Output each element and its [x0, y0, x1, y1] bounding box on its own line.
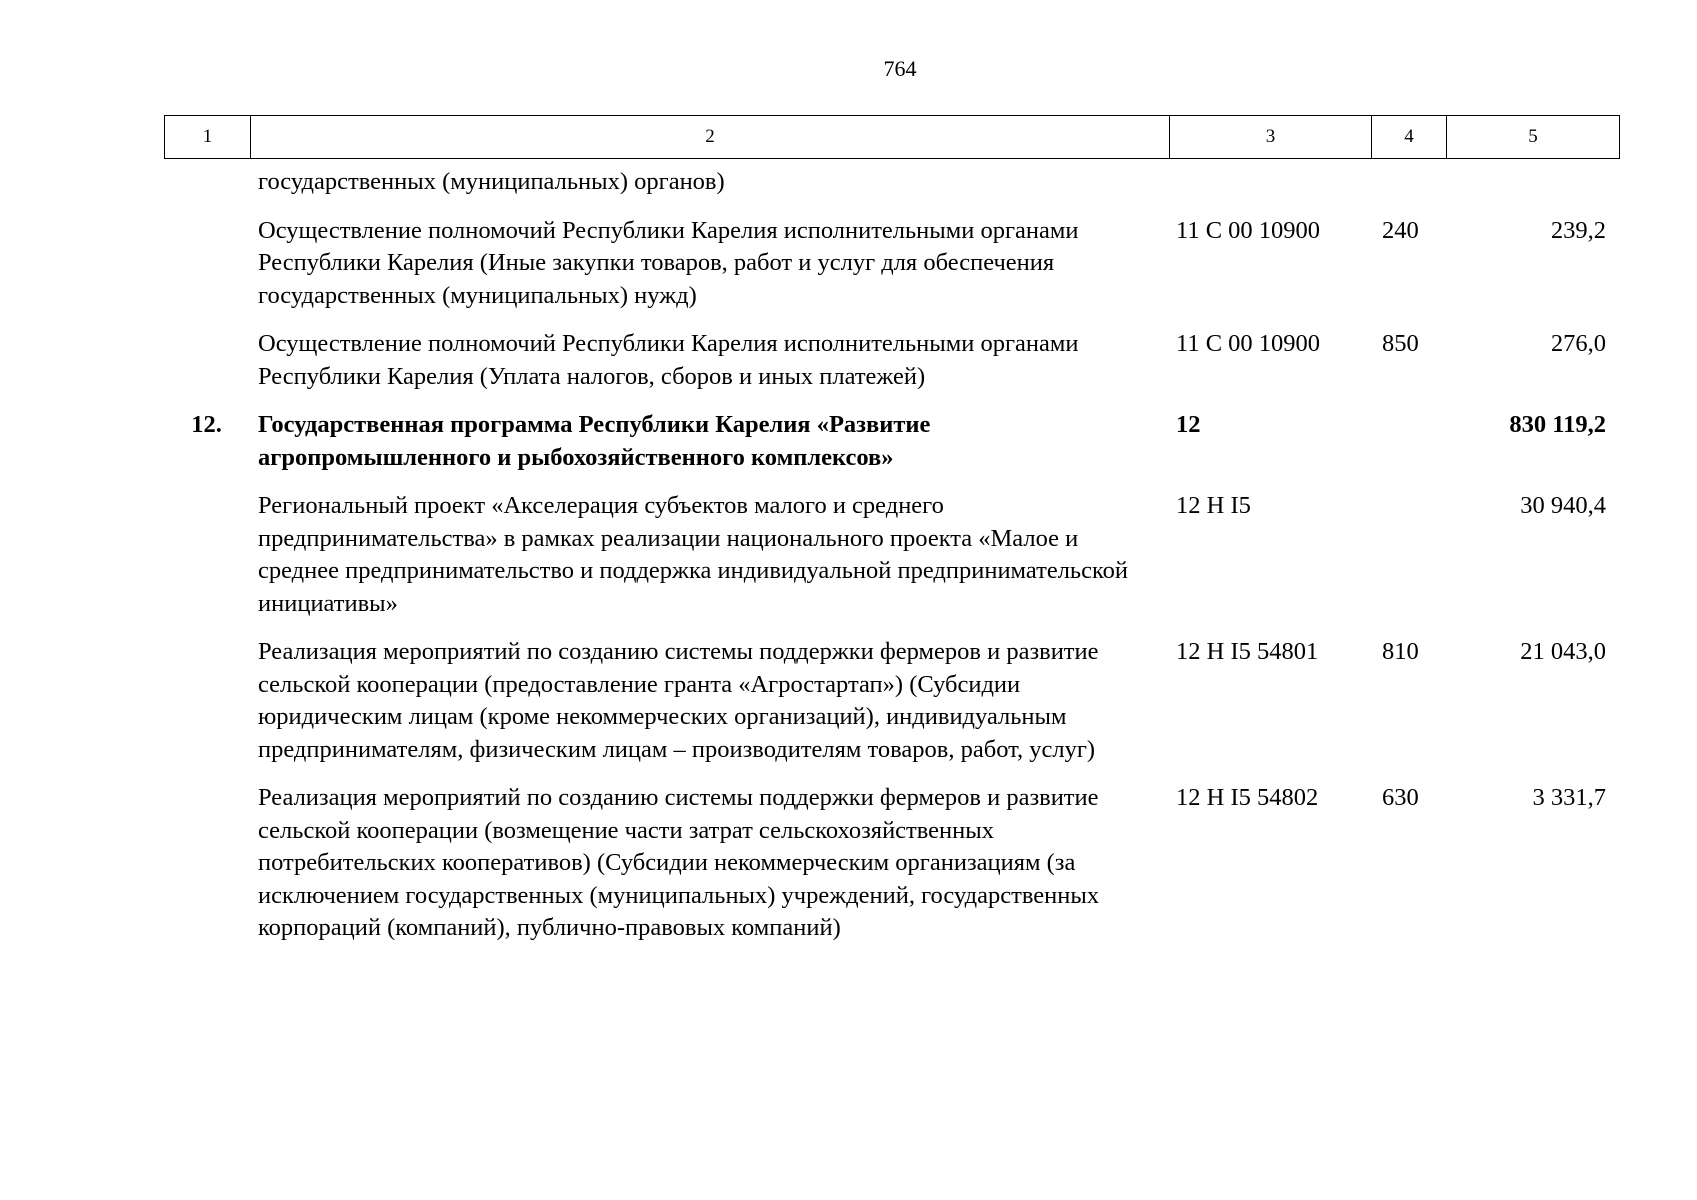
table-row [164, 166, 1614, 215]
row-number: 12. [191, 411, 222, 438]
row-name: Осуществление полномочий Республики Карелия исполнительными органами Республики Карелия (Уплата налогов, сборов и иных платежей) [258, 330, 1079, 390]
row-code: 12 Н I5 54802 [1176, 784, 1319, 811]
header-cell-num: 1 [165, 116, 251, 159]
row-code: 12 Н I5 54801 [1176, 638, 1319, 665]
header-row [165, 116, 1620, 159]
header-cell-sum: 5 [1447, 116, 1620, 159]
row-number [164, 328, 249, 409]
row-number [164, 490, 249, 636]
page-number: 764 [883, 56, 917, 81]
row-number [164, 166, 249, 215]
header-cell-code: 3 [1170, 116, 1372, 159]
row-expense-type: 810 [1382, 638, 1419, 665]
row-sum: 830 119,2 [1509, 411, 1606, 438]
row-sum: 21 043,0 [1520, 638, 1606, 665]
row-sum: 30 940,4 [1520, 492, 1606, 519]
row-name: государственных (муниципальных) органов) [258, 168, 725, 195]
row-number [164, 782, 249, 961]
row-number [164, 636, 249, 782]
table-row [164, 782, 1614, 961]
row-code: 12 Н I5 [1176, 492, 1251, 519]
row-expense-type [1368, 166, 1442, 215]
row-sum [1442, 166, 1614, 215]
row-expense-type: 240 [1382, 216, 1419, 244]
row-sum: 239,2 [1550, 216, 1606, 244]
table-header [164, 115, 1620, 159]
row-expense-type: 630 [1382, 784, 1419, 811]
row-name: Реализация мероприятий по созданию системы поддержки фермеров и развитие сельской кооперации (возмещение части затрат сельскохозяйственных потребительских кооперативов) (Субсидии некоммерческим организациям (за исключением государственных (муниципальных) учреждений, государственных корпораций (компаний), публично-правовых компаний) [258, 784, 1100, 941]
row-name: Региональный проект «Акселерация субъектов малого и среднего предпринимательства» в рамках реализации национального проекта «Малое и среднее предпринимательство и поддержка индивидуальной предпринимательской инициативы» [258, 492, 1129, 617]
row-name: Реализация мероприятий по созданию системы поддержки фермеров и развитие сельской кооперации (предоставление гранта «Агростартап») (Субсидии юридическим лицам (кроме некоммерческих организаций), индивидуальным предпринимателям, физическим лицам – производителям товаров, работ, услуг) [258, 638, 1099, 763]
table-row [164, 215, 1614, 329]
row-code: 12 [1176, 411, 1201, 438]
row-code: 11 С 00 10900 [1176, 216, 1321, 244]
row-sum: 276,0 [1550, 330, 1606, 357]
row-sum: 3 331,7 [1532, 784, 1606, 811]
header-cell-name: 2 [251, 116, 1170, 159]
budget-table [164, 166, 1614, 961]
row-expense-type: 850 [1382, 330, 1419, 357]
row-name: Осуществление полномочий Республики Карелия исполнительными органами Республики Карелия (Иные закупки товаров, работ и услуг для обеспечения государственных (муниципальных) нужд) [258, 216, 1079, 309]
table-row-program [164, 409, 1614, 490]
table-row [164, 636, 1614, 782]
row-code: 11 С 00 10900 [1176, 330, 1321, 357]
table-row [164, 490, 1614, 636]
row-expense-type [1368, 490, 1442, 636]
row-name: Государственная программа Республики Карелия «Развитие агропромышленного и рыбохозяйственного комплексов» [258, 411, 931, 471]
table-row [164, 328, 1614, 409]
row-expense-type [1368, 409, 1442, 490]
row-code [1167, 166, 1368, 215]
header-cell-vr: 4 [1372, 116, 1447, 159]
row-number [164, 215, 249, 329]
